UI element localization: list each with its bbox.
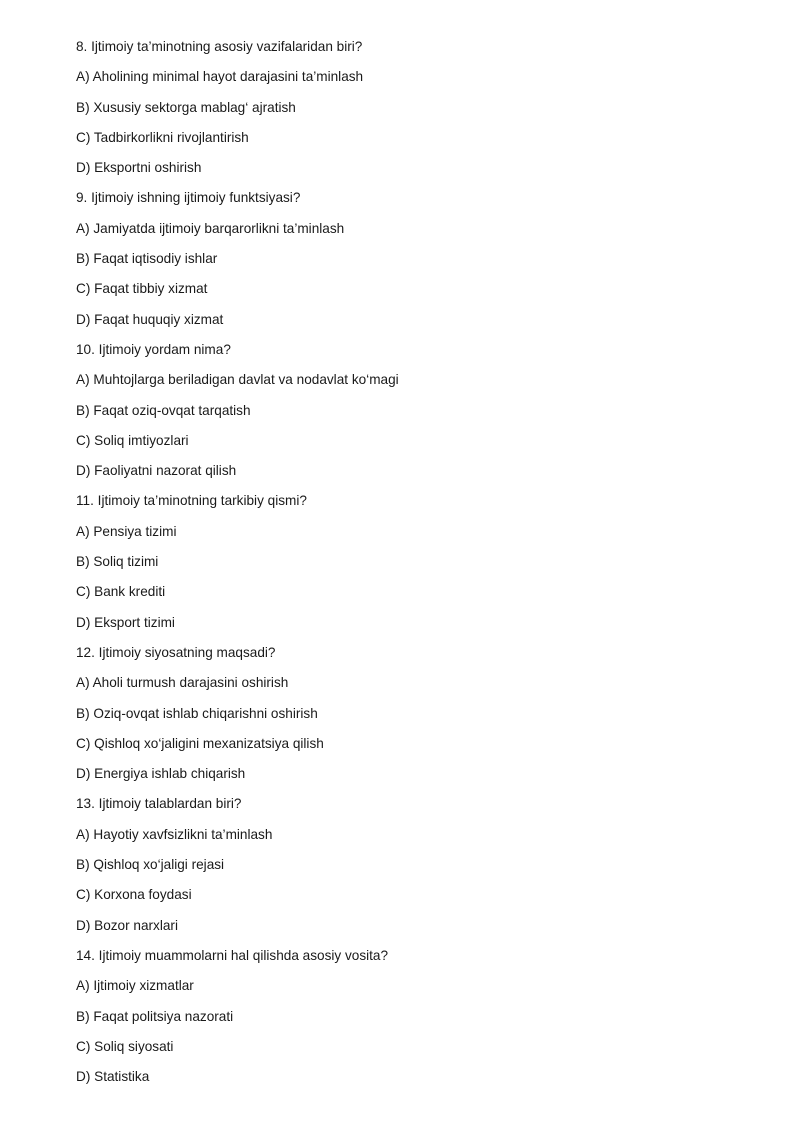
question-8-option-b: B) Xususiy sektorga mablag‘ ajratish [76,99,296,115]
question-14-option-a: A) Ijtimoiy xizmatlar [76,978,194,994]
question-8-option-a: A) Aholining minimal hayot darajasini ta’minlash [76,69,364,85]
question-14: 14. Ijtimoiy muammolarni hal qilishda asosiy vosita? [76,947,389,963]
question-10-option-c: C) Soliq imtiyozlari [76,432,189,448]
question-9-option-c: C) Faqat tibbiy xizmat [76,281,208,297]
question-10-option-b: B) Faqat oziq-ovqat tarqatish [76,402,251,418]
question-11-option-a: A) Pensiya tizimi [76,523,177,539]
question-14-option-b: B) Faqat politsiya nazorati [76,1008,234,1024]
question-12-option-d: D) Energiya ishlab chiqarish [76,766,246,782]
question-11-option-c: C) Bank krediti [76,584,166,600]
question-10: 10. Ijtimoiy yordam nima? [76,341,231,357]
question-10-option-d: D) Faoliyatni nazorat qilish [76,463,237,479]
question-13-option-c: C) Korxona foydasi [76,887,192,903]
question-12-option-c: C) Qishloq xo‘jaligini mexanizatsiya qilish [76,735,324,751]
question-13: 13. Ijtimoiy talablardan biri? [76,796,242,812]
question-9-option-a: A) Jamiyatda ijtimoiy barqarorlikni ta’minlash [76,220,345,236]
question-8-option-d: D) Eksportni oshirish [76,160,202,176]
question-12: 12. Ijtimoiy siyosatning maqsadi? [76,644,276,660]
question-13-option-b: B) Qishloq xo‘jaligi rejasi [76,857,225,873]
question-14-option-d: D) Statistika [76,1069,150,1085]
question-list [76,36,399,1096]
question-11-option-d: D) Eksport tizimi [76,614,175,630]
question-10-option-a: A) Muhtojlarga beriladigan davlat va nodavlat ko‘magi [76,372,399,388]
question-12-option-b: B) Oziq-ovqat ishlab chiqarishni oshirish [76,705,318,721]
question-11: 11. Ijtimoiy ta’minotning tarkibiy qismi? [76,493,307,509]
question-13-option-d: D) Bozor narxlari [76,917,178,933]
question-12-option-a: A) Aholi turmush darajasini oshirish [76,675,289,691]
question-9: 9. Ijtimoiy ishning ijtimoiy funktsiyasi? [76,190,301,206]
question-11-option-b: B) Soliq tizimi [76,554,159,570]
question-8-option-c: C) Tadbirkorlikni rivojlantirish [76,129,249,145]
question-13-option-a: A) Hayotiy xavfsizlikni ta’minlash [76,826,273,842]
question-8: 8. Ijtimoiy ta’minotning asosiy vazifalaridan biri? [76,39,363,54]
question-14-option-c: C) Soliq siyosati [76,1038,174,1054]
question-9-option-b: B) Faqat iqtisodiy ishlar [76,251,218,267]
question-9-option-d: D) Faqat huquqiy xizmat [76,311,224,327]
